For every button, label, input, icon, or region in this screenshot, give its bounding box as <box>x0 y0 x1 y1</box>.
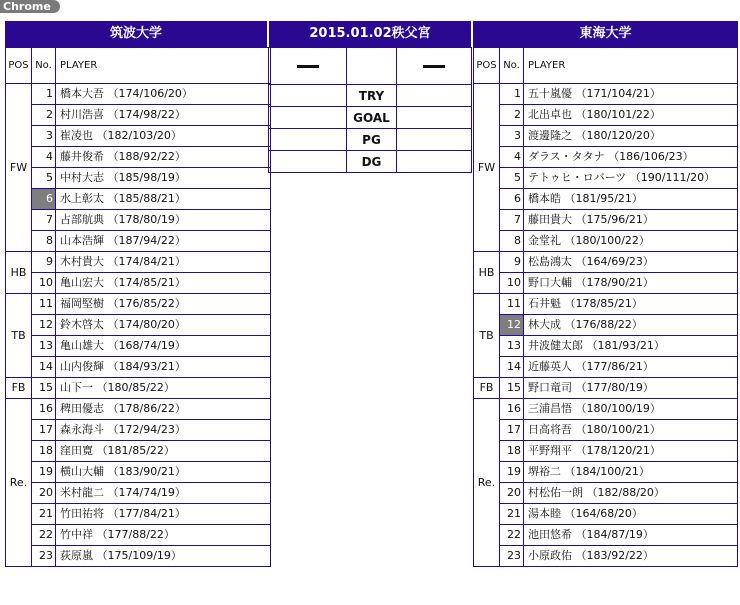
right-team-header: 東海大学 <box>473 21 738 47</box>
player-name: 山内俊輝 （184/93/21） <box>56 357 271 378</box>
player-number: 13 <box>32 336 56 357</box>
player-number: 20 <box>500 483 524 504</box>
stat-dg: DG <box>347 151 397 173</box>
player-name: 竹田祐将 （177/84/21） <box>56 504 271 525</box>
player-name: 竹中祥 （177/88/22） <box>56 525 271 546</box>
player-name: 山本浩輝 （187/94/22） <box>56 231 271 252</box>
player-number: 23 <box>500 546 524 567</box>
player-number: 18 <box>500 441 524 462</box>
stat-goal: GOAL <box>347 107 397 129</box>
left-team-table <box>5 47 271 567</box>
player-number: 12 <box>32 315 56 336</box>
player-number: 20 <box>32 483 56 504</box>
player-name: 松島鴻太 （164/69/23） <box>524 252 738 273</box>
position-reserve: Re. <box>474 399 500 567</box>
player-number: 8 <box>500 231 524 252</box>
player-name: 藤田貴大 （175/96/21） <box>524 210 738 231</box>
player-name: 村松佑一朗 （182/88/20） <box>524 483 738 504</box>
player-name: 金堂礼 （180/100/22） <box>524 231 738 252</box>
player-name: 亀山宏大 （174/85/21） <box>56 273 271 294</box>
no-header: No. <box>32 48 56 84</box>
position-fw: FW <box>474 84 500 252</box>
player-number: 21 <box>500 504 524 525</box>
pos-header: POS <box>6 48 32 84</box>
player-number: 17 <box>32 420 56 441</box>
player-number: 1 <box>500 84 524 105</box>
player-name: 小原政佑 （183/92/22） <box>524 546 738 567</box>
player-number: 11 <box>500 294 524 315</box>
player-number: 19 <box>32 462 56 483</box>
player-header: PLAYER <box>524 48 738 84</box>
player-name: 崔凌也 （182/103/20） <box>56 126 271 147</box>
browser-tab[interactable]: Chrome <box>0 0 60 13</box>
player-name: 野口竜司 （177/80/19） <box>524 378 738 399</box>
player-name: 池田悠希 （184/87/19） <box>524 525 738 546</box>
dash-icon <box>297 65 319 68</box>
player-name: 堺裕二 （184/100/21） <box>524 462 738 483</box>
right-score <box>397 48 472 85</box>
position-fw: FW <box>6 84 32 252</box>
player-number: 22 <box>32 525 56 546</box>
player-name: 森永海斗 （172/94/23） <box>56 420 271 441</box>
stat-pg: PG <box>347 129 397 151</box>
player-number: 13 <box>500 336 524 357</box>
player-number: 7 <box>500 210 524 231</box>
player-name: 野口大輔 （178/90/21） <box>524 273 738 294</box>
score-table <box>268 47 472 173</box>
position-fb: FB <box>474 378 500 399</box>
player-number: 4 <box>32 147 56 168</box>
player-name: 木村貴大 （174/84/21） <box>56 252 271 273</box>
player-number-highlighted: 12 <box>500 315 524 336</box>
player-name: 横山大輔 （183/90/21） <box>56 462 271 483</box>
player-number: 15 <box>500 378 524 399</box>
player-name: 中村大志 （185/98/19） <box>56 168 271 189</box>
player-name: 藤井俊希 （188/92/22） <box>56 147 271 168</box>
player-number: 22 <box>500 525 524 546</box>
player-name: 橋本大吾 （174/106/20） <box>56 84 271 105</box>
player-number: 3 <box>500 126 524 147</box>
player-name: 橋本皓 （181/95/21） <box>524 189 738 210</box>
player-number: 18 <box>32 441 56 462</box>
player-number: 1 <box>32 84 56 105</box>
left-score <box>269 48 347 85</box>
player-number: 9 <box>32 252 56 273</box>
player-number: 15 <box>32 378 56 399</box>
player-number: 10 <box>500 273 524 294</box>
player-name: 占部航典 （178/80/19） <box>56 210 271 231</box>
left-team-header: 筑波大学 <box>5 21 267 47</box>
position-hb: HB <box>474 252 500 294</box>
player-header: PLAYER <box>56 48 271 84</box>
player-number: 9 <box>500 252 524 273</box>
player-number: 11 <box>32 294 56 315</box>
player-name: 亀山雄大 （168/74/19） <box>56 336 271 357</box>
player-number: 23 <box>32 546 56 567</box>
player-name: 水上彰太 （185/88/21） <box>56 189 271 210</box>
stat-try: TRY <box>347 85 397 107</box>
position-tb: TB <box>474 294 500 378</box>
position-hb: HB <box>6 252 32 294</box>
player-number: 16 <box>500 399 524 420</box>
position-tb: TB <box>6 294 32 378</box>
player-name: 平野翔平 （178/120/21） <box>524 441 738 462</box>
player-name: テトゥヒ・ロバーツ （190/111/20） <box>524 168 738 189</box>
player-name: 近藤英人 （177/86/21） <box>524 357 738 378</box>
player-number: 17 <box>500 420 524 441</box>
player-number: 8 <box>32 231 56 252</box>
player-number: 10 <box>32 273 56 294</box>
player-name: 稗田優志 （178/86/22） <box>56 399 271 420</box>
player-number: 6 <box>500 189 524 210</box>
player-number: 19 <box>500 462 524 483</box>
player-number: 14 <box>500 357 524 378</box>
player-name: ダラス・タタナ （186/106/23） <box>524 147 738 168</box>
player-name: 湯本睦 （164/68/20） <box>524 504 738 525</box>
player-name: 井波健太郎 （181/93/21） <box>524 336 738 357</box>
player-name: 福岡堅樹 （176/85/22） <box>56 294 271 315</box>
position-fb: FB <box>6 378 32 399</box>
player-number: 2 <box>32 105 56 126</box>
right-team-table <box>473 47 738 567</box>
player-number: 4 <box>500 147 524 168</box>
player-number: 7 <box>32 210 56 231</box>
player-name: 鈴木啓太 （174/80/20） <box>56 315 271 336</box>
player-number: 14 <box>32 357 56 378</box>
pos-header: POS <box>474 48 500 84</box>
player-number: 21 <box>32 504 56 525</box>
score-center <box>347 48 397 85</box>
player-name: 荻原嵐 （175/109/19） <box>56 546 271 567</box>
player-name: 米村龍二 （174/74/19） <box>56 483 271 504</box>
match-header: 2015.01.02秩父宮 <box>269 21 471 47</box>
player-name: 渡邊隆之 （180/120/20） <box>524 126 738 147</box>
player-name: 石井魁 （178/85/21） <box>524 294 738 315</box>
player-name: 北出卓也 （180/101/22） <box>524 105 738 126</box>
player-number: 5 <box>32 168 56 189</box>
player-number: 2 <box>500 105 524 126</box>
player-name: 五十嵐優 （171/104/21） <box>524 84 738 105</box>
player-number: 16 <box>32 399 56 420</box>
player-name: 日高将吾 （180/100/21） <box>524 420 738 441</box>
no-header: No. <box>500 48 524 84</box>
player-number: 5 <box>500 168 524 189</box>
dash-icon <box>423 65 445 68</box>
player-name: 山下一 （180/85/22） <box>56 378 271 399</box>
player-name: 三浦昌悟 （180/100/19） <box>524 399 738 420</box>
position-reserve: Re. <box>6 399 32 567</box>
player-name: 村川浩喜 （174/98/22） <box>56 105 271 126</box>
player-name: 林大成 （176/88/22） <box>524 315 738 336</box>
player-number-highlighted: 6 <box>32 189 56 210</box>
player-number: 3 <box>32 126 56 147</box>
player-name: 窪田寛 （181/85/22） <box>56 441 271 462</box>
